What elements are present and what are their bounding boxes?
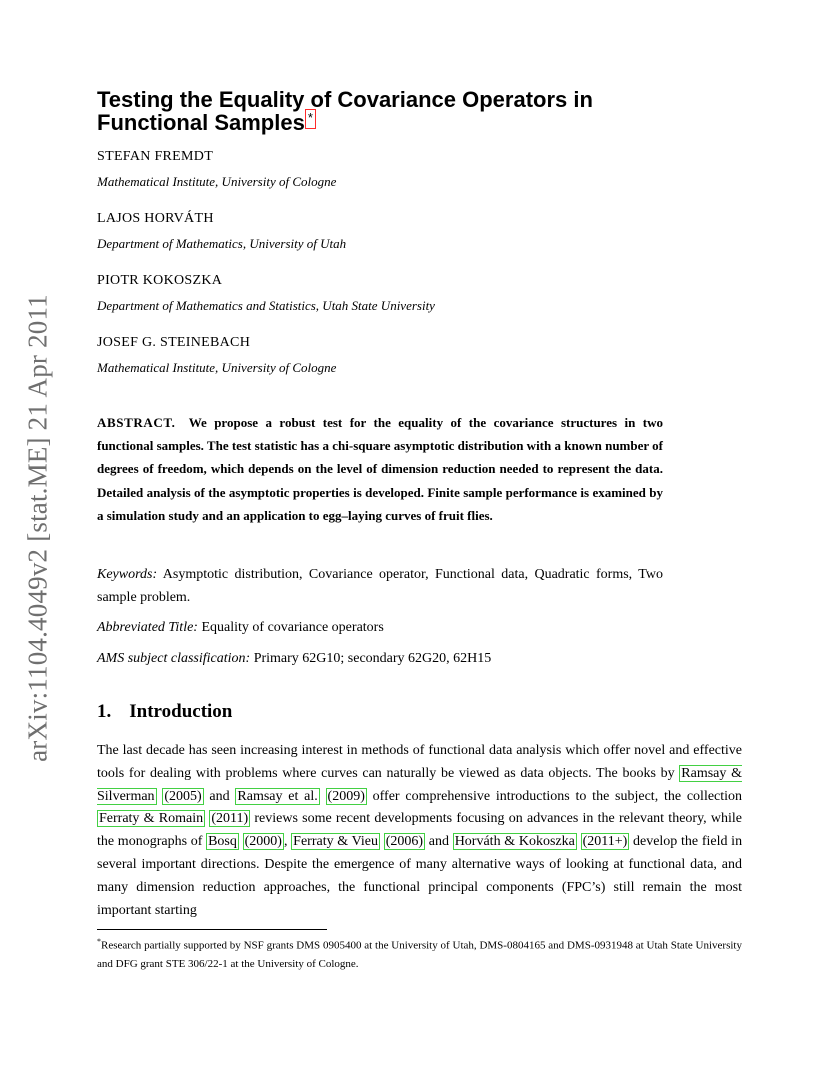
citation-link[interactable]: Ramsay & Silverman [97, 765, 742, 804]
title-line-1: Testing the Equality of Covariance Operators in [97, 87, 593, 112]
author-affiliation: Mathematical Institute, University of Cologne [97, 360, 337, 375]
citation-link[interactable]: Bosq [208, 834, 237, 850]
intro-paragraph [97, 740, 742, 922]
abbreviated-title [97, 616, 663, 639]
intro-text: , [283, 834, 292, 850]
section-number: 1. [97, 701, 112, 722]
author-name: STEFAN FREMDT [97, 149, 214, 164]
citation-year-link[interactable]: (2006) [385, 834, 424, 850]
abstract-label: ABSTRACT. [97, 415, 176, 430]
author-affiliation: Mathematical Institute, University of Cologne [97, 174, 337, 189]
intro-text: The last decade has seen increasing interest in methods of functional data analysis which offer novel and effective tools for dealing with problems where curves can naturally be viewed as data objects. The books by [97, 743, 742, 781]
author-name: PIOTR KOKOSZKA [97, 273, 223, 288]
footnote-mark: * [97, 937, 101, 946]
footnote-divider [97, 929, 327, 930]
citation-link[interactable]: Ferraty & Vieu [293, 834, 379, 850]
author-name: JOSEF G. STEINEBACH [97, 335, 251, 350]
ams-text: Primary 62G10; secondary 62G20, 62H15 [253, 651, 492, 666]
citation-link[interactable]: Ramsay et al. [237, 788, 318, 804]
abbreviated-title-text: Equality of covariance operators [201, 620, 384, 635]
footnote-text: Research partially supported by NSF grants DMS 0905400 at the University of Utah, DMS-0804165 and DMS-0931948 at Utah State University and DFG grant STE 306/22-1 at the University of Cologne. [97, 939, 742, 970]
intro-text: and [425, 834, 453, 850]
section-title-text: Introduction [129, 701, 233, 722]
arxiv-identifier: arXiv:1104.4049v2 [stat.ME] 21 Apr 2011 [22, 294, 53, 762]
abstract [97, 411, 663, 527]
section-heading [97, 701, 232, 723]
keywords-label: Keywords: [97, 567, 158, 582]
citation-year-link[interactable]: (2005) [164, 788, 202, 804]
keywords [97, 563, 663, 609]
intro-text: develop the field in several important directions. Despite the emergence of many alternative ways of looking at functional data, and many dimension reduction approaches, the functional principal components (FPC’s) still remain the most important starting [97, 834, 743, 918]
citation-year-link[interactable]: (2000) [244, 834, 282, 850]
citation-link[interactable]: Ferraty & Romain [99, 811, 204, 827]
citation-year-link[interactable]: (2011) [211, 811, 249, 827]
intro-text: reviews some recent developments focusing on advances in the relevant theory, while the monographs of [97, 811, 742, 850]
ams-label: AMS subject classification: [97, 651, 251, 666]
paper-title [97, 88, 737, 134]
author-affiliation: Department of Mathematics and Statistics, Utah State University [97, 298, 435, 313]
keywords-text: Asymptotic distribution, Covariance operator, Functional data, Quadratic forms, Two sample problem. [97, 567, 663, 605]
intro-text: offer comprehensive introductions to the subject, the collection [366, 788, 743, 804]
title-line-2: Functional Samples [97, 110, 305, 135]
ams-classification [97, 647, 663, 670]
footnote [97, 933, 742, 973]
citation-year-link[interactable]: (2009) [327, 788, 365, 804]
abbreviated-title-label: Abbreviated Title: [97, 620, 198, 635]
abstract-text: We propose a robust test for the equality of the covariance structures in two functional samples. The test statistic has a chi-square asymptotic distribution with a known number of degrees of freedom, which depends on the level of dimension reduction needed to represent the data. Detailed analysis of the asymptotic properties is developed. Finite sample performance is examined by a simulation study and an application to egg–laying curves of fruit flies. [97, 415, 663, 523]
intro-text: and [203, 788, 236, 804]
citation-link[interactable]: Horváth & Kokoszka [454, 834, 575, 850]
author-affiliation: Department of Mathematics, University of Utah [97, 236, 347, 251]
title-footnote-link[interactable]: * [305, 109, 316, 129]
author-name: LAJOS HORVÁTH [97, 211, 214, 226]
arxiv-sidebar-stamp [18, 288, 58, 768]
citation-year-link[interactable]: (2011+) [582, 834, 628, 850]
